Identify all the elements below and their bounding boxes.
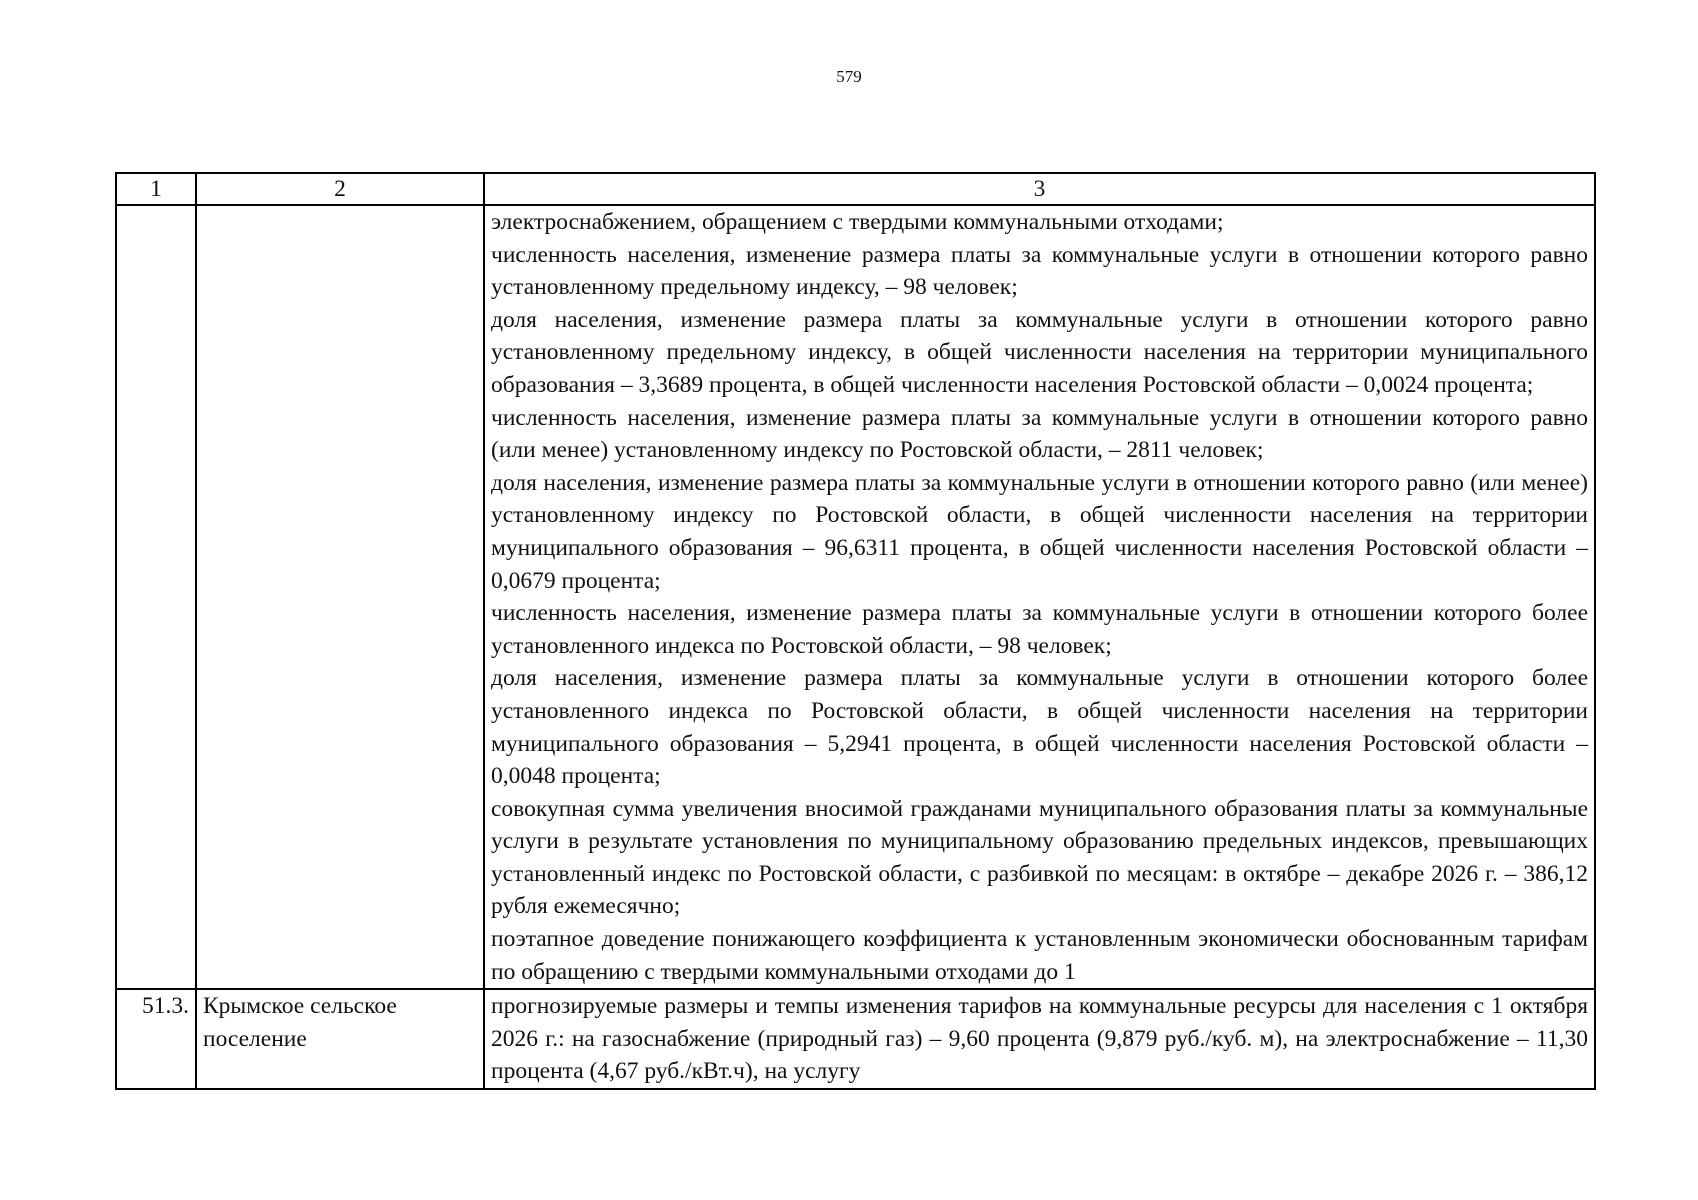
- table-header-row: [116, 173, 1595, 205]
- content-paragraph: численность населения, изменение размера платы за коммунальные услуги в отношении которого более установленного индекса по Ростовской области, – 98 человек;: [491, 600, 1588, 659]
- column-header-1: 1: [116, 173, 196, 205]
- content-paragraph: доля населения, изменение размера платы за коммунальные услуги в отношении которого равно установленному предельному индексу, в общей численности населения на территории муниципального образования – 3,3689 процента, в общей численности населения Ростовской области – 0,0024 процента;: [491, 306, 1588, 398]
- table-row: [116, 989, 1595, 1089]
- content-paragraph: численность населения, изменение размера платы за коммунальные услуги в отношении которого равно (или менее) установленному индексу по Ростовской области, – 2811 человек;: [491, 404, 1588, 464]
- table-row: [116, 205, 1595, 989]
- page-number: 579: [836, 67, 862, 86]
- row-number-cell: 51.3.: [116, 989, 196, 1089]
- content-paragraph: электроснабжением, обращением с твердыми коммунальными отходами;: [491, 209, 1224, 235]
- row-content-cell: [484, 205, 1595, 989]
- content-paragraph: численность населения, изменение размера платы за коммунальные услуги в отношении которого равно установленному предельному индексу, – 98 человек;: [491, 241, 1588, 301]
- row-name-cell: [196, 205, 484, 989]
- content-paragraph: совокупная сумма увеличения вносимой гражданами муниципального образования платы за коммунальные услуги в результате установления по муниципальному образованию предельных индексов, превышающих установленный индекс по Ростовской области, с разбивкой по месяцам: в октябре – декабре 2026 г. – 386,12 рубля ежемесячно;: [491, 795, 1588, 920]
- row-name-text: Крымское сельское поселение: [203, 993, 397, 1052]
- column-header-2: 2: [196, 173, 484, 205]
- content-paragraph: прогнозируемые размеры и темпы изменения тарифов на коммунальные ресурсы для населения с 1 октября 2026 г.: на газоснабжение (природный газ) – 9,60 процента (9,879 руб./куб. м), на электроснабжение – 11,30 процента (4,67 руб./кВт.ч), на услугу: [491, 993, 1588, 1085]
- column-header-3: 3: [484, 173, 1595, 205]
- row-content-cell: [484, 989, 1595, 1089]
- content-paragraph: доля населения, изменение размера платы за коммунальные услуги в отношении которого более установленного индекса по Ростовской области, в общей численности населения на территории муниципального образования – 5,2941 процента, в общей численности населения Ростовской области – 0,0048 процента;: [491, 665, 1588, 790]
- row-name-cell: [196, 989, 484, 1089]
- content-paragraph: поэтапное доведение понижающего коэффициента к установленным экономически обоснованным тарифам по обращению с твердыми коммунальными отходами до 1: [491, 926, 1588, 985]
- document-table: [115, 172, 1596, 1090]
- row-number-cell: [116, 205, 196, 989]
- content-paragraph: доля населения, изменение размера платы за коммунальные услуги в отношении которого равно (или менее) установленному индексу по Ростовской области, в общей численности населения на территории муниципального образования – 96,6311 процента, в общей численности населения Ростовской области – 0,0679 процента;: [491, 469, 1588, 594]
